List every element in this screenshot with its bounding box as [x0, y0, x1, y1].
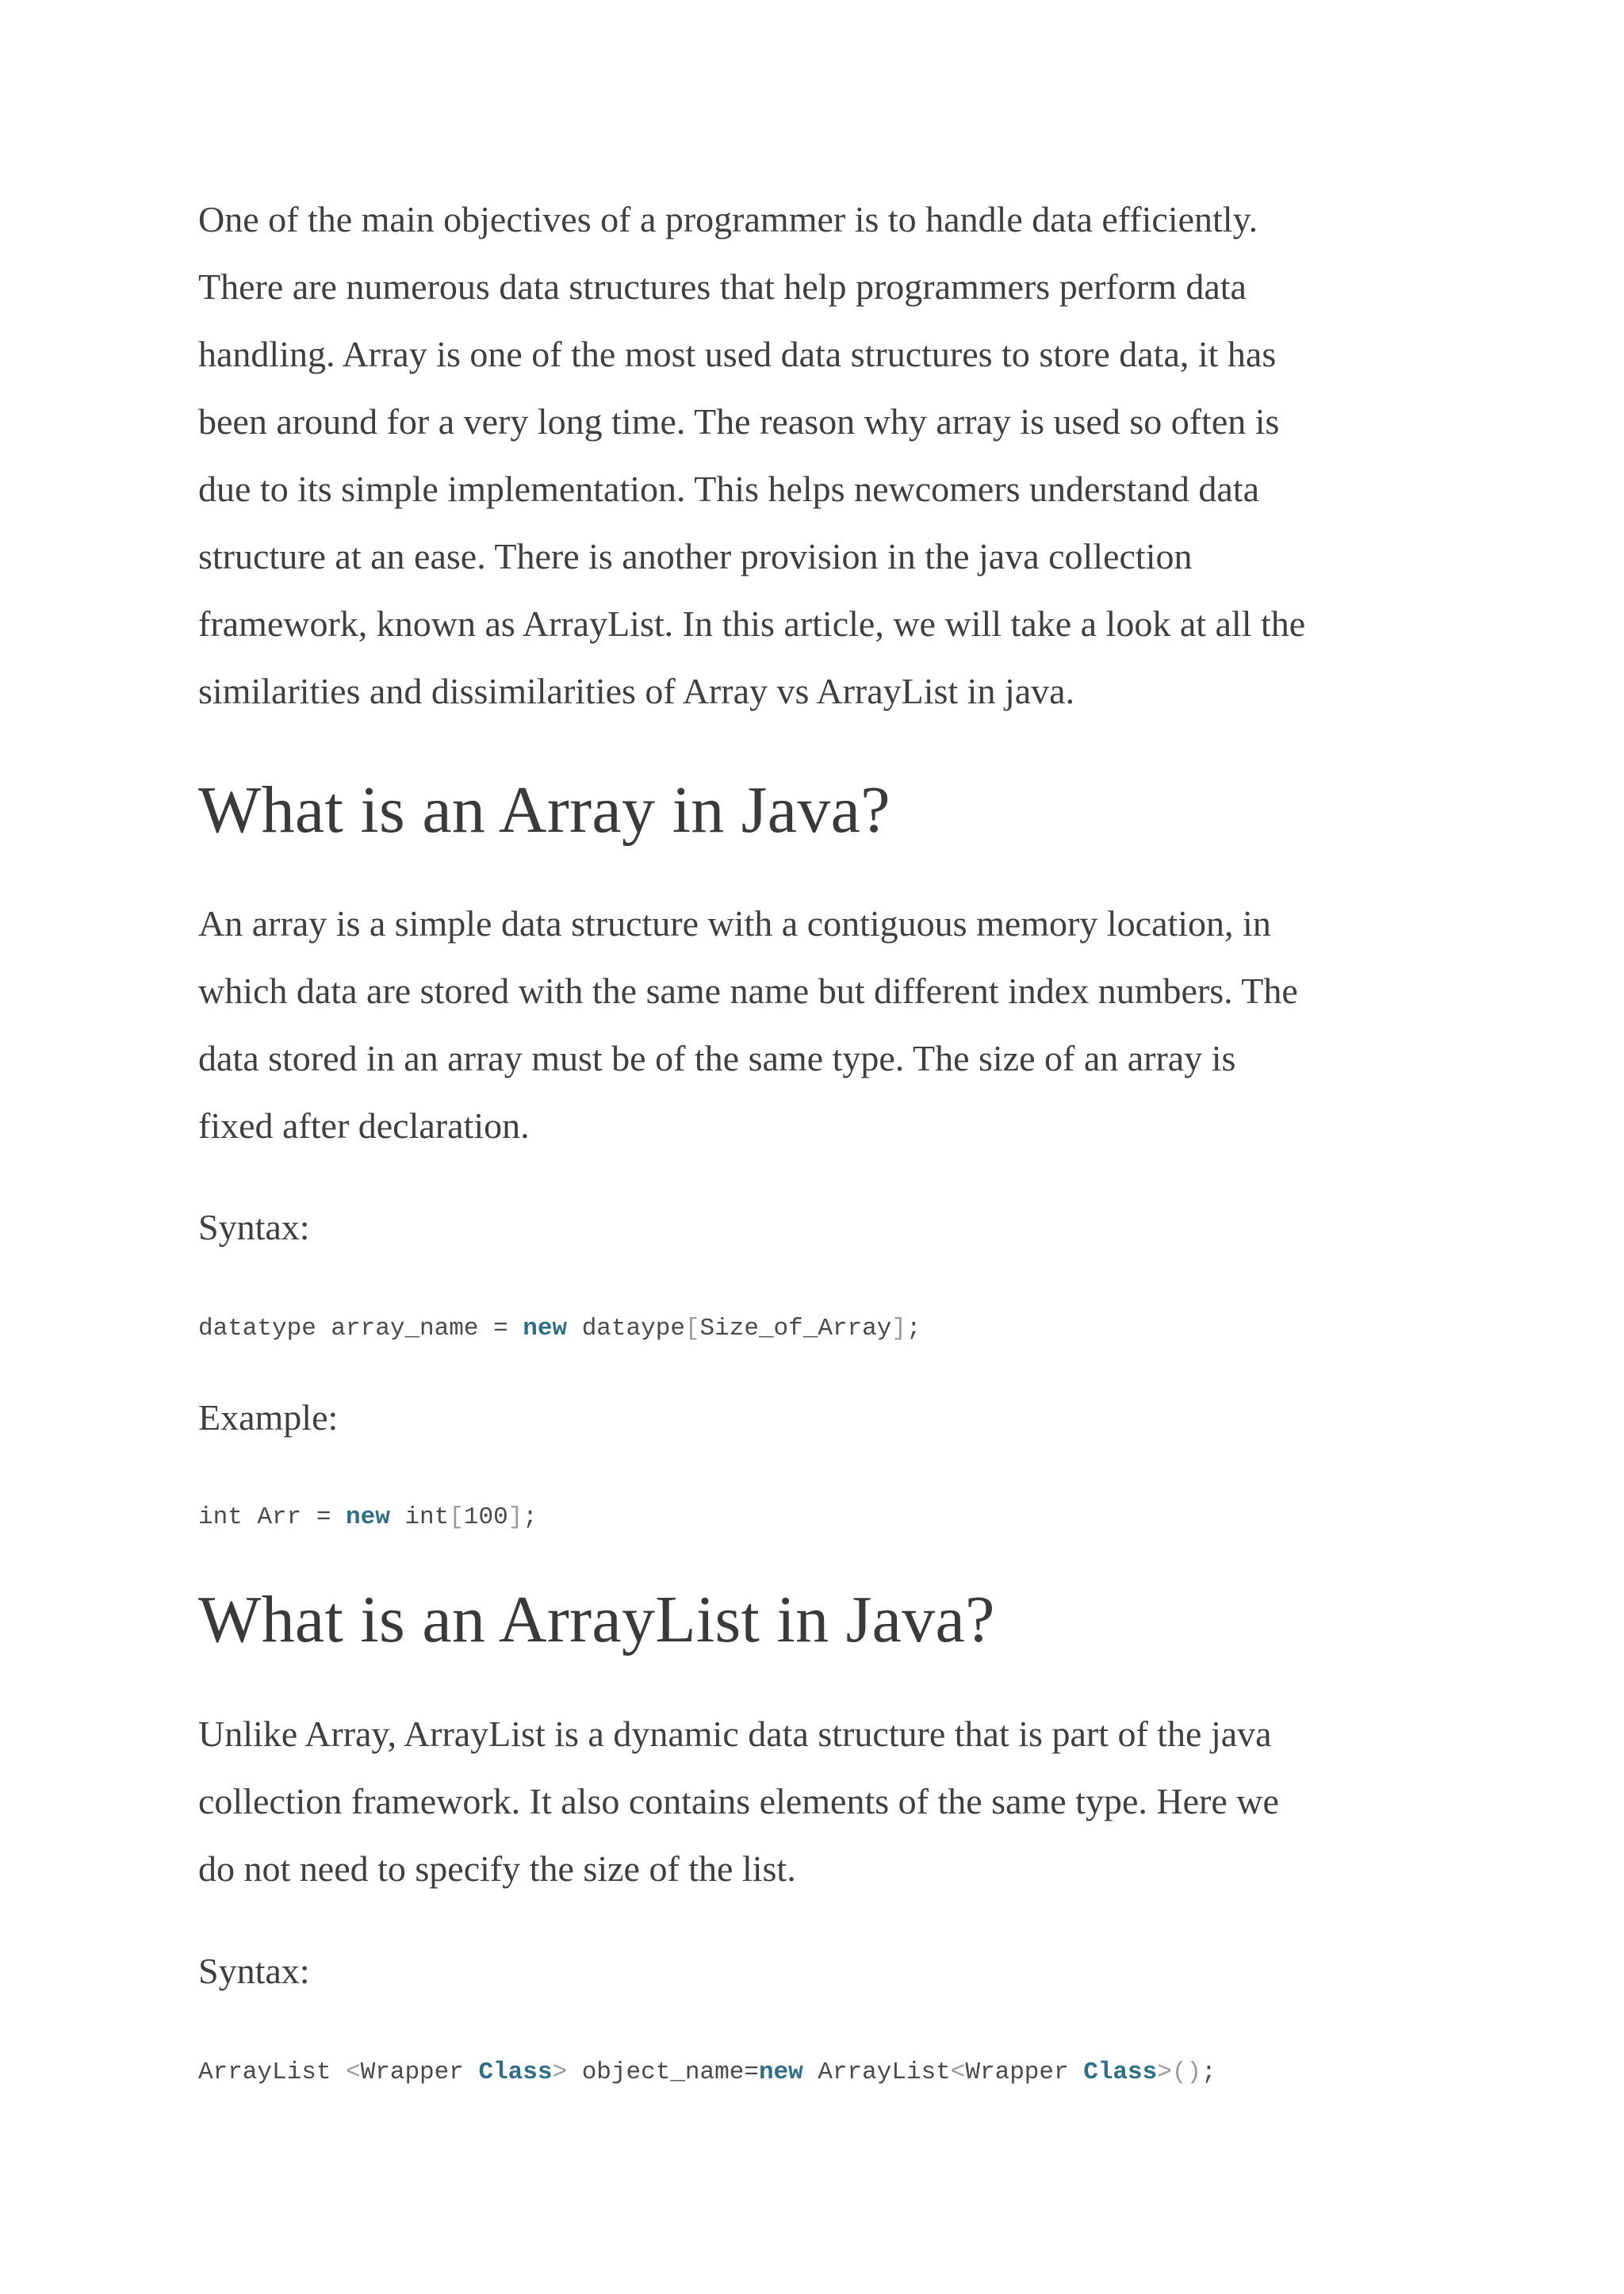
code-bracket: ] [508, 1503, 523, 1531]
array-heading: What is an Array in Java? [198, 773, 891, 847]
code-text: Wrapper [965, 2058, 1084, 2086]
code-text: object_name= [567, 2058, 759, 2086]
code-text: ; [523, 1503, 538, 1531]
code-keyword: Class [478, 2058, 553, 2086]
arraylist-line: do not need to specify the size of the list. [198, 1848, 796, 1889]
code-text: int [389, 1503, 450, 1531]
array-syntax-label: Syntax: [198, 1207, 310, 1247]
code-bracket: [ [449, 1503, 464, 1531]
array-syntax-code [198, 1313, 921, 1345]
code-bracket: [ [684, 1315, 700, 1342]
array-line: which data are stored with the same name but different index numbers. The [198, 971, 1298, 1011]
arraylist-paragraph [198, 1700, 1467, 1902]
intro-paragraph [198, 186, 1467, 725]
code-keyword: new [523, 1315, 568, 1342]
arraylist-syntax-code [198, 2057, 1216, 2089]
code-keyword: Class [1083, 2058, 1158, 2086]
arraylist-line: collection framework. It also contains elements of the same type. Here we [198, 1781, 1279, 1821]
code-text: ArrayList [198, 2058, 347, 2086]
code-text: ArrayList [802, 2058, 951, 2086]
intro-line: similarities and dissimilarities of Array vs ArrayList in java. [198, 671, 1075, 711]
code-keyword: new [758, 2058, 803, 2086]
arraylist-line: Unlike Array, ArrayList is a dynamic data structure that is part of the java [198, 1714, 1272, 1754]
array-paragraph [198, 890, 1467, 1159]
arraylist-syntax-label: Syntax: [198, 1951, 310, 1991]
code-text: Wrapper [360, 2058, 479, 2086]
code-text: Size_of_Array [699, 1315, 892, 1342]
code-text: ; [906, 1315, 921, 1342]
code-angle: > [552, 2058, 568, 2086]
array-line: fixed after declaration. [198, 1105, 530, 1146]
intro-line: There are numerous data structures that help programmers perform data [198, 266, 1247, 307]
code-angle: < [346, 2058, 361, 2086]
code-bracket: ] [891, 1315, 906, 1342]
code-text: dataype [567, 1315, 685, 1342]
array-example-code [198, 1502, 538, 1534]
code-text: datatype array_name = [198, 1315, 523, 1342]
intro-line: framework, known as ArrayList. In this article, we will take a look at all the [198, 603, 1306, 644]
array-line: data stored in an array must be of the same type. The size of an array is [198, 1038, 1236, 1078]
intro-line: due to its simple implementation. This helps newcomers understand data [198, 469, 1259, 509]
code-text: ; [1201, 2058, 1216, 2086]
code-paren: () [1171, 2058, 1202, 2086]
intro-line: been around for a very long time. The reason why array is used so often is [198, 401, 1280, 442]
code-angle: > [1157, 2058, 1172, 2086]
intro-line: structure at an ease. There is another provision in the java collection [198, 536, 1193, 576]
code-text: 100 [463, 1503, 508, 1531]
arraylist-heading: What is an ArrayList in Java? [198, 1583, 995, 1656]
array-line: An array is a simple data structure with a contiguous memory location, in [198, 903, 1271, 944]
code-angle: < [950, 2058, 966, 2086]
code-text: int Arr = [198, 1503, 347, 1531]
intro-line: handling. Array is one of the most used data structures to store data, it has [198, 334, 1277, 374]
array-example-label: Example: [198, 1397, 339, 1438]
intro-line: One of the main objectives of a programmer is to handle data efficiently. [198, 199, 1258, 239]
code-keyword: new [346, 1503, 390, 1531]
